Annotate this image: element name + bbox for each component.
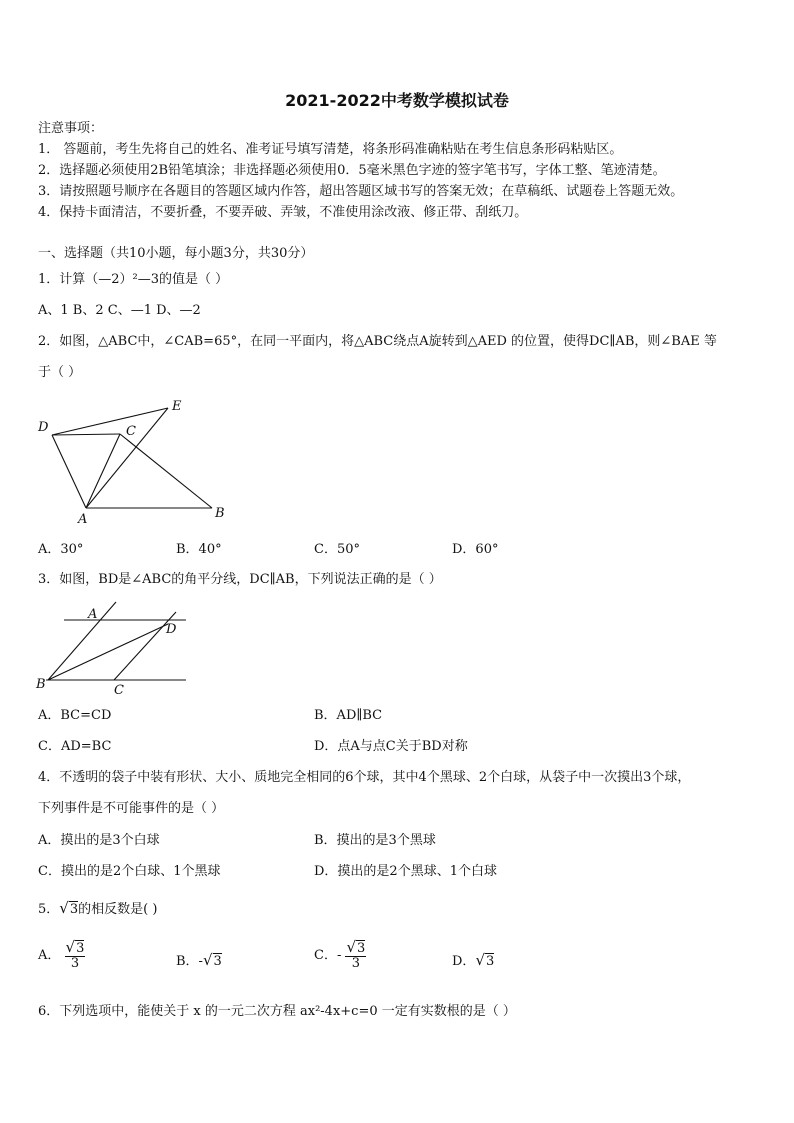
q5-radicand: 3 xyxy=(69,902,79,917)
q3-stem: 3．如图，BD是∠ABC的角平分线，DC∥AB，下列说法正确的是（ ） xyxy=(38,572,442,587)
q5-option-d: D．√3 xyxy=(452,951,495,969)
q5-stem: 5．√3的相反数是( ) xyxy=(38,899,158,917)
notice-item-1: 1． 答题前，考生先将自己的姓名、准考证号填写清楚，将条形码准确粘贴在考生信息条形码粘贴区。 xyxy=(38,142,623,157)
q2-option-a: A．30° xyxy=(38,542,84,557)
q3-label-b: B xyxy=(36,677,46,692)
q5-option-b-label: B．- xyxy=(176,954,203,969)
page-title: 2021-2022中考数学模拟试卷 xyxy=(285,91,509,110)
q2-stem-line1: 2．如图，△ABC中，∠CAB=65°，在同一平面内，将△ABC绕点A旋转到△AED 的位置，使得DC∥AB，则∠BAE 等 xyxy=(38,334,717,349)
q3-label-a: A xyxy=(88,607,98,622)
q1-options: A、1 B、2 C、—1 D、—2 xyxy=(38,303,201,318)
q4-stem-line2: 下列事件是不可能事件的是（ ） xyxy=(38,801,225,816)
q2-option-d: D．60° xyxy=(452,542,499,557)
q5-tail: 的相反数是( ) xyxy=(78,902,158,917)
section-heading: 一、选择题（共10小题，每小题3分，共30分） xyxy=(38,246,314,261)
q5-option-b: B．-√3 xyxy=(176,951,222,969)
q2-label-e: E xyxy=(172,399,182,414)
q5-option-a-fraction: $\frac{√3}{3}$ xyxy=(65,938,85,971)
q5-option-a-label: A． xyxy=(38,948,61,963)
q5-option-a-denominator: 3 xyxy=(70,956,80,971)
q5-option-a-numerator: 3 xyxy=(76,941,85,956)
q3-label-c: C xyxy=(114,683,124,698)
q5-option-a xyxy=(38,940,85,971)
q6-stem: 6．下列选项中，能使关于 x 的一元二次方程 ax²-4x+c=0 一定有实数根的是（ ） xyxy=(38,1004,516,1019)
q2-option-b: B．40° xyxy=(176,542,222,557)
q4-option-d: D．摸出的是2个黑球、1个白球 xyxy=(314,864,497,879)
q3-option-a: A．BC=CD xyxy=(38,708,112,723)
q4-option-c: C．摸出的是2个白球、1个黑球 xyxy=(38,864,221,879)
q3-figure xyxy=(34,598,194,698)
q3-option-b: B．AD∥BC xyxy=(314,708,383,723)
q3-option-c: C．AD=BC xyxy=(38,739,112,754)
q4-option-b: B．摸出的是3个黑球 xyxy=(314,833,436,848)
q5-number: 5． xyxy=(38,902,60,917)
q2-stem-line2: 于（ ） xyxy=(38,365,82,380)
q1-stem: 1．计算（—2）²—3的值是（ ） xyxy=(38,272,229,287)
q5-option-c xyxy=(314,940,366,971)
notice-heading: 注意事项： xyxy=(38,121,104,136)
q5-option-b-radicand: 3 xyxy=(213,954,222,969)
q4-stem-line1: 4．不透明的袋子中装有形状、大小、质地完全相同的6个球，其中4个黑球、2个白球，从袋子中一次摸出3个球， xyxy=(38,770,691,785)
q3-option-d: D．点A与点C关于BD对称 xyxy=(314,739,468,754)
q5-option-d-radicand: 3 xyxy=(486,954,495,969)
q5-option-c-label: C．- xyxy=(314,948,342,963)
notice-item-4: 4．保持卡面清洁，不要折叠，不要弄破、弄皱，不准使用涂改液、修正带、刮纸刀。 xyxy=(38,205,528,220)
q2-label-d: D xyxy=(38,420,49,435)
q5-option-c-fraction: $\frac{√3}{3}$ xyxy=(346,938,366,971)
q5-option-c-numerator: 3 xyxy=(357,941,366,956)
q5-option-c-denominator: 3 xyxy=(351,956,361,971)
q3-label-d: D xyxy=(166,622,177,637)
q2-option-c: C．50° xyxy=(314,542,360,557)
q2-label-b: B xyxy=(215,506,225,521)
notice-item-3: 3．请按照题号顺序在各题目的答题区域内作答，超出答题区域书写的答案无效；在草稿纸、试题卷上答题无效。 xyxy=(38,184,684,199)
q2-figure xyxy=(30,395,240,530)
q4-option-a: A．摸出的是3个白球 xyxy=(38,833,160,848)
q2-label-a: A xyxy=(78,512,88,527)
notice-item-2: 2．选择题必须使用2B铅笔填涂；非选择题必须使用0．5毫米黑色字迹的签字笔书写，字体工整、笔迹清楚。 xyxy=(38,163,666,178)
q2-label-c: C xyxy=(126,424,136,439)
q5-option-d-label: D． xyxy=(452,954,476,969)
